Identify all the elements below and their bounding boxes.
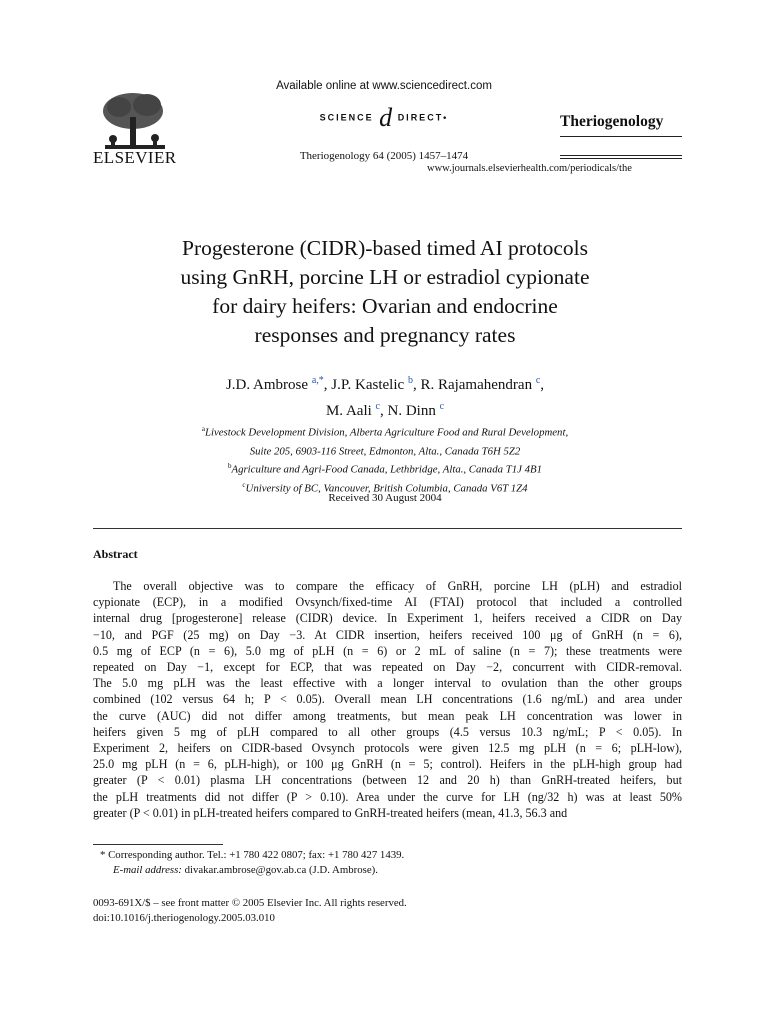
affiliation-line: $^c$University of BC, Vancouver, British Columbia, Canada V6T 1Z4 [242,480,528,495]
abstract-line: the pLH treatments did not differ (P > 0.10). Area under the curve for LH (ng/32 h) was at least 50% [93,789,682,804]
publisher-name: ELSEVIER [93,148,177,167]
copyright-line: 0093-691X/$ – see front matter © 2005 Elsevier Inc. All rights reserved. [93,897,407,909]
received-date: Received 30 August 2004 [328,492,442,504]
author-name: J.P. Kastelic [331,377,405,393]
abstract-line: greater (P < 0.01) in pLH-treated heifers compared to GnRH-treated heifers (mean, 41.3, 56.3 and [93,805,568,820]
title-line: for dairy heifers: Ovarian and endocrine [212,294,558,318]
title-line: responses and pregnancy rates [254,323,516,347]
email-note [113,863,378,878]
sciencedirect-at-icon: d [379,103,393,132]
abstract-body [93,578,682,821]
author-affiliation-link[interactable]: c [375,401,380,412]
abstract-line: cypionate (ECP), in a modified Ovsynch/fixed-time AI (FTAI) protocol that included a controlled [93,595,682,610]
citation: Theriogenology 64 (2005) 1457–1474 [299,150,469,162]
author-affiliation-link[interactable]: c [439,401,445,412]
author-list: J.D. Ambrose $^{a,*}$, J.P. Kastelic $^b$, R. Rajamahendran $^c$, M. Aali $^c$, N. Dinn $^c$ [225,375,545,419]
abstract-heading: Abstract [93,547,138,561]
abstract-line: repeated on Day −1, except for ECP, that was repeated on Day −2, concurrent with CIDR-removal. [93,660,682,675]
author-affiliation-link[interactable]: b [407,375,413,386]
title-line: using GnRH, porcine LH or estradiol cypionate [180,265,590,289]
email-label: E-mail address: [113,864,182,876]
available-online-text: Available online at www.sciencedirect.com [276,80,492,92]
abstract-line: 25.0 mg pLH (n = 6, pLH-high), or 100 μg GnRH (n = 5; control). Heifers in the pLH-high group had [93,757,682,772]
author-affiliation-link[interactable]: c [535,375,541,386]
header-rule-top [560,136,682,137]
abstract-line: 0.5 mg of ECP (n = 6), 5.0 mg of pLH (n = 6) or 2 mL of saline (n = 7); these treatments were [93,643,682,658]
abstract-line: greater (P < 0.01) plasma LH concentrations (between 12 and 20 h) than GnRH-treated heifers, but [93,773,682,788]
affiliation-line: $^a$Livestock Development Division, Alberta Agriculture Food and Rural Development, [201,425,569,439]
affiliations [90,422,680,496]
affiliation-line: $^b$Agriculture and Agri-Food Canada, Lethbridge, Alta., Canada T1J 4B1 [227,462,542,476]
affiliation-line: Suite 205, 6903-116 Street, Edmonton, Alta., Canada T6H 5Z2 [249,445,521,458]
journal-url-link[interactable]: www.journals.elsevierhealth.com/periodicals/the [427,163,632,174]
sciencedirect-right: DIRECT• [397,112,449,123]
abstract-line: −10, and PGF (25 mg) on Day −3. At CIDR insertion, heifers received 100 μg of GnRH (n = 6), [93,627,682,642]
author-name: J.D. Ambrose [225,377,309,393]
abstract-line: The overall objective was to compare the efficacy of GnRH, porcine LH (pLH) and estradiol [113,579,682,593]
abstract-line: the curve (AUC) did not differ among treatments, but mean peak LH concentration was lower in [93,708,682,723]
author-name: N. Dinn [387,403,436,419]
journal-name: Theriogenology [560,113,664,130]
author-name: R. Rajamahendran [420,377,533,393]
abstract-line: internal drug [progesterone] release (CIDR) device. In Experiment 1, heifers received a CIDR on Day [93,611,682,626]
abstract-line: The 5.0 mg pLH was the least effective with a longer interval to ovulation than the other groups [93,676,682,691]
sciencedirect-left: SCIENCE [319,112,374,123]
footnote-divider [93,844,223,845]
email-link[interactable]: divakar.ambrose@gov.ab.ca (J.D. Ambrose). [181,864,378,876]
abstract-line: combined (102 versus 64 h; P < 0.05). Overall mean LH concentrations (1.6 ng/mL) and area under [93,692,682,707]
abstract-line: heifers given 5 mg of pLH compared to all other groups (4.5 versus 10.3 ng/mL; P < 0.05). In [93,724,682,739]
author-affiliation-link[interactable]: a,* [311,375,324,386]
section-divider [93,528,682,529]
corresponding-author-note: * Corresponding author. Tel.: +1 780 422 0807; fax: +1 780 427 1439. [100,849,405,861]
doi-link[interactable]: doi:10.1016/j.theriogenology.2005.03.010 [93,912,275,924]
abstract-line: Experiment 2, heifers on CIDR-based Ovsynch protocols were given 12.5 mg pLH (n = 6; pLH-low), [93,741,682,756]
article-title [90,234,680,350]
author-name: M. Aali [325,403,372,419]
title-line: Progesterone (CIDR)-based timed AI protocols [181,236,589,260]
